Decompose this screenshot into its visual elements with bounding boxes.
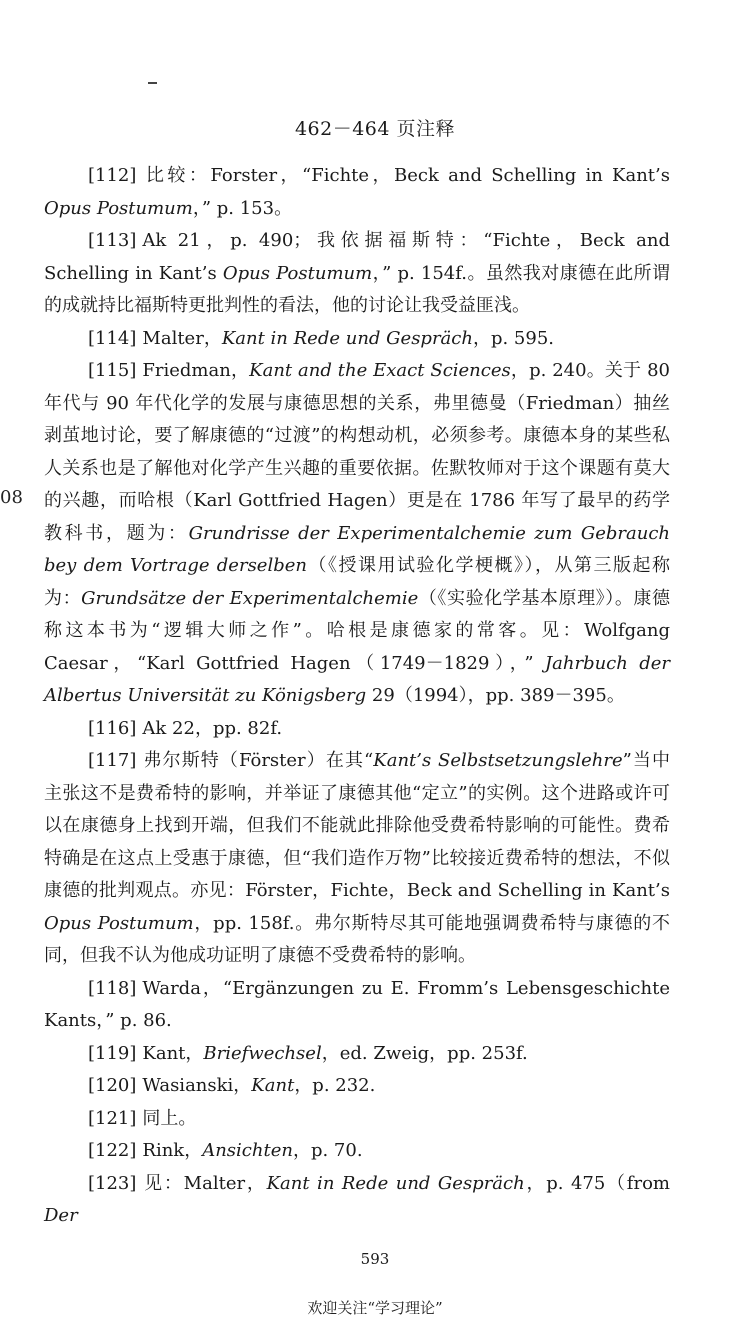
footnote-number: [114] [88, 327, 137, 349]
footnote-title-italic: Ansichten [202, 1140, 293, 1161]
footnote-number: [122] [88, 1140, 137, 1161]
margin-page-number: 08 [0, 487, 23, 508]
footnote-title-italic: Kant [251, 1075, 295, 1096]
footnote-title-italic: Kant in Rede und Gespräch [221, 327, 473, 349]
footnote-title-italic: Kant’s Selbstsetzungslehre [373, 750, 623, 771]
footnote-text: Wasianski， [142, 1075, 252, 1096]
page-title: 462－464 页注释 [294, 118, 456, 140]
footnote-text: ，p. 475（from [524, 1172, 670, 1194]
footnote [44, 225, 670, 323]
footnote [44, 1070, 670, 1103]
page-number: 593 [360, 1250, 390, 1268]
footnote [44, 323, 670, 356]
footnote-text: 弗尔斯特（Förster）在其“ [142, 750, 374, 771]
footnote-text: 比较：Forster，“Fichte，Beck and Schelling in Kant’s [142, 165, 670, 186]
footnote-text: Warda，“Ergänzungen zu E. Fromm’s Lebensgeschichte Kants，” p. 86. [44, 977, 670, 1031]
footnote-title-italic: Grundrisse der Experimentalchemie zum Gebrauch bey dem Vortrage derselben [44, 522, 671, 576]
footnote-text: Kant， [142, 1042, 204, 1064]
footnote-number: [116] [88, 717, 137, 739]
footnote [44, 745, 670, 973]
footnote [44, 1038, 670, 1071]
footnote-text: ，” p. 153。 [192, 197, 293, 219]
footnote-text: Friedman， [142, 360, 250, 381]
footnote [44, 713, 670, 746]
footnote-text: ，p. 595. [472, 327, 555, 349]
footnote-text: Ak 22，pp. 82f. [142, 717, 283, 739]
footnote [44, 160, 670, 225]
footnote-title-italic: Briefwechsel [203, 1042, 322, 1064]
footnote-title-italic: Der [44, 1205, 78, 1226]
footnote-title-italic: Kant and the Exact Sciences [249, 360, 511, 381]
footnote [44, 1135, 670, 1168]
footnote-title-italic: Grundsätze der Experimentalchemie [81, 587, 419, 609]
footnote-title-italic: Jahrbuch der Albertus Universität zu Königsberg [44, 652, 670, 706]
footnote-text: ”当中主张这不是费希特的影响，并举证了康德其他“定立”的实例。这个进路或许可以在康德身上找到开端，但我们不能就此排除他受费希特影响的可能性。费希特确是在这点上受惠于康德，但“我们造作万物”比较接近费希特的想法，不似康德的批判观点。亦见：Förster，Fichte，Beck and Schelling in Kant’s [44, 750, 670, 901]
footnote-text: ，” p. 154f.。虽然我对康德在此所谓的成就持比福斯特更批判性的看法，他的讨论让我受益匪浅。 [44, 262, 670, 316]
footnote-text: 29（1994），pp. 389－395。 [366, 685, 625, 706]
footnote-title-italic: Kant in Rede und Gespräch [266, 1172, 525, 1194]
footnote-text: Malter， [142, 327, 222, 349]
footnote-number: [112] [88, 165, 137, 186]
footnote-text: ，p. 70. [292, 1140, 363, 1161]
footnote-number: [113] [88, 230, 137, 251]
footnote-text: 见：Malter， [142, 1172, 267, 1194]
footnote-text: ，pp. 158f.。弗尔斯特尽其可能地强调费希特与康德的不同，但我不认为他成功证明了康德不受费希特的影响。 [44, 912, 670, 966]
footer-text: 欢迎关注“学习理论” [307, 1299, 443, 1317]
footnote-text: ，p. 240。关于 80 年代与 90 年代化学的发展与康德思想的关系，弗里德曼（Friedman）抽丝剥茧地讨论，要了解康德的“过渡”的构想动机，必须参考。康德本身的某些私人关系也是了解他对化学产生兴趣的重要依据。佐默牧师对于这个课题有莫大的兴趣，而哈根（Karl Gottfried Hagen）更是在 1786 年写了最早的药学教科书，题为： [44, 360, 670, 544]
footnote-title-italic: Opus Postumum [222, 262, 373, 284]
footnote-number: [115] [88, 360, 137, 381]
stray-mark [148, 82, 157, 84]
footnote [44, 1103, 670, 1136]
footnote-number: [121] [88, 1107, 137, 1129]
footnote-text: （《实验化学基本原理》）。康德称这本书为“逻辑大师之作”。哈根是康德家的常客。见：Wolfgang Caesar，“Karl Gottfried Hagen（1749－1829），” [44, 587, 671, 674]
footnote [44, 973, 670, 1038]
footnote-text: Ak 21，p. 490；我依据福斯特：“Fichte，Beck and Schelling in Kant’s [44, 230, 670, 284]
footnote-text: ，p. 232. [294, 1075, 376, 1096]
footnote-number: [123] [88, 1172, 137, 1194]
footnote-number: [117] [88, 750, 137, 771]
footnote [44, 355, 670, 713]
footnote-number: [120] [88, 1075, 137, 1096]
footnote [44, 1168, 670, 1233]
footnote-number: [118] [88, 977, 137, 999]
footnote-title-italic: Opus Postumum [44, 197, 193, 219]
notes-list [44, 160, 670, 1233]
footnote-title-italic: Opus Postumum [44, 912, 194, 934]
footnote-text: ，ed. Zweig，pp. 253f. [321, 1042, 528, 1064]
footnote-text: Rink， [142, 1140, 203, 1161]
footnote-number: [119] [88, 1042, 137, 1064]
footnote-text: 同上。 [142, 1107, 197, 1129]
footnote-text: （《授课用试验化学梗概》），从第三版起称为： [44, 555, 670, 609]
